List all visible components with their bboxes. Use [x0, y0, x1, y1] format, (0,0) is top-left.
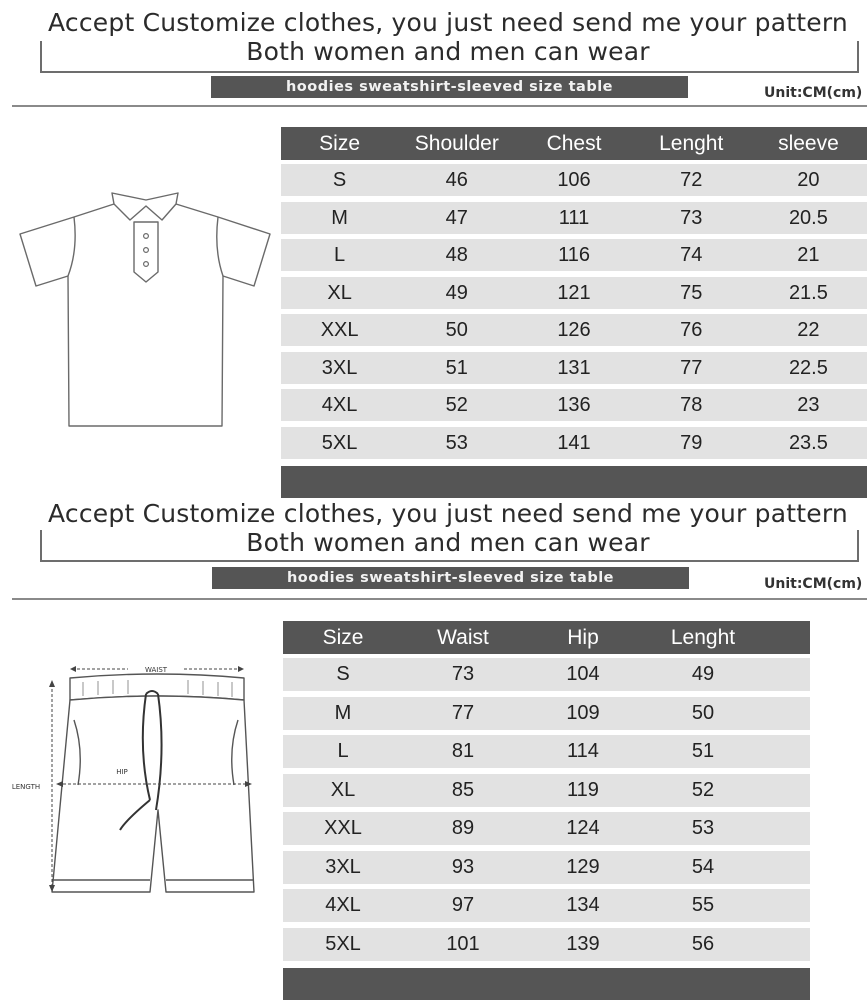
table-row [283, 889, 810, 922]
table-row [281, 427, 867, 459]
table-row [283, 812, 810, 845]
table-cell: 124 [566, 817, 600, 839]
headline-line-2: Both women and men can wear [246, 37, 650, 66]
table-cell: 50 [691, 701, 715, 724]
table-cell: M [331, 206, 348, 229]
table-row [281, 314, 867, 346]
table-header [281, 127, 867, 160]
size-table-banner: hoodies sweatshirt-sleeved size table [211, 76, 688, 98]
table-cell: M [334, 701, 352, 724]
table-cell: 48 [445, 244, 468, 266]
table-cell: S [336, 663, 350, 685]
table-row [283, 928, 810, 961]
table-cell: 77 [451, 701, 475, 724]
table-cell: 20.5 [788, 206, 828, 229]
length-label: LENGTH [11, 783, 41, 791]
table-cell: 23 [797, 394, 820, 416]
table-row [283, 697, 810, 730]
table-cell: 101 [446, 932, 480, 955]
headline-line-2: Both women and men can wear [246, 528, 650, 557]
table-row [281, 389, 867, 421]
table-cell: 114 [567, 740, 599, 762]
section-divider [12, 105, 867, 107]
table-cell: XXL [320, 319, 359, 341]
table-cell: 46 [445, 169, 468, 191]
table-cell: S [332, 169, 347, 191]
table-cell: 21.5 [788, 281, 828, 304]
table-cell: 93 [451, 855, 475, 878]
section-divider [12, 598, 867, 600]
table-cell: 126 [557, 319, 591, 341]
table-cell: 22.5 [788, 356, 828, 379]
table-cell: L [337, 740, 349, 762]
table-cell: 20 [797, 169, 820, 191]
table-cell: 85 [451, 778, 475, 801]
table-cell: 4XL [325, 894, 361, 916]
table-cell: 54 [691, 855, 715, 878]
table-cell: 89 [451, 817, 475, 839]
table-row [283, 658, 810, 691]
table-cell: XXL [324, 817, 362, 839]
table-cell: 119 [567, 778, 599, 801]
hip-label: HIP [116, 768, 128, 776]
table-cell: 4XL [321, 394, 358, 416]
table-header [283, 621, 810, 654]
table-cell: 139 [566, 932, 600, 955]
unit-label: Unit:CM(cm) [764, 576, 863, 592]
unit-label: Unit:CM(cm) [764, 85, 863, 101]
table-cell: XL [330, 778, 356, 801]
table-row [281, 277, 867, 309]
table-cell: 111 [558, 206, 590, 229]
table-cell: 47 [445, 206, 468, 229]
table-cell: 121 [557, 281, 591, 304]
table-cell: 51 [445, 356, 468, 379]
table-cell: 5XL [321, 431, 358, 454]
table-cell: 55 [691, 894, 715, 916]
table-row [283, 774, 810, 807]
column-header: Lenght [670, 626, 736, 649]
table-cell: 81 [451, 740, 475, 762]
column-header: Shoulder [414, 132, 499, 155]
table-cell: 109 [566, 701, 600, 724]
table-cell: 73 [680, 206, 703, 229]
column-header: Waist [437, 626, 489, 649]
table-cell: 141 [557, 431, 591, 454]
headline-line-1: Accept Customize clothes, you just need send me your pattern [48, 8, 848, 37]
table-cell: 116 [558, 244, 590, 266]
table-cell: 97 [451, 894, 475, 916]
table-cell: XL [327, 281, 352, 304]
column-header: Hip [567, 626, 599, 649]
table-cell: 76 [680, 319, 703, 341]
table-row [281, 352, 867, 384]
table-cell: 74 [680, 244, 703, 266]
table-cell: 79 [680, 431, 703, 454]
table-cell: 134 [566, 894, 600, 916]
table-cell: 49 [691, 663, 715, 685]
table-row [281, 164, 867, 196]
table-cell: 22 [797, 319, 820, 341]
table-cell: 77 [680, 356, 703, 379]
table-cell: 23.5 [788, 431, 828, 454]
table-cell: 3XL [325, 855, 361, 878]
table-cell: 21 [797, 244, 820, 266]
table-cell: 5XL [325, 932, 361, 955]
table-cell: 3XL [321, 356, 358, 379]
column-header: Size [322, 626, 364, 649]
headline-line-1: Accept Customize clothes, you just need send me your pattern [48, 499, 848, 528]
table-cell: 129 [566, 855, 600, 878]
shorts-icon [8, 660, 270, 910]
column-header: sleeve [778, 132, 839, 155]
polo-shirt-icon [12, 190, 274, 430]
table-footer-bar [283, 968, 810, 1000]
table-cell: 104 [566, 663, 600, 685]
headline-bracket [40, 530, 859, 562]
waist-label: WAIST [144, 666, 168, 674]
table-cell: 72 [680, 169, 703, 191]
table-cell: 53 [445, 431, 468, 454]
table-cell: 56 [691, 932, 715, 955]
table-cell: 106 [557, 169, 591, 191]
headline-bracket [40, 41, 859, 73]
table-row [281, 239, 867, 271]
table-cell: 49 [445, 281, 468, 304]
table-cell: 52 [691, 778, 715, 801]
table-cell: L [334, 244, 346, 266]
table-cell: 136 [557, 394, 591, 416]
table-row [283, 851, 810, 884]
table-cell: 53 [691, 817, 715, 839]
table-row [281, 202, 867, 234]
table-cell: 131 [557, 356, 591, 379]
table-cell: 75 [680, 281, 703, 304]
table-row [283, 735, 810, 768]
table-cell: 78 [680, 394, 703, 416]
table-cell: 50 [445, 319, 468, 341]
size-table-banner: hoodies sweatshirt-sleeved size table [212, 567, 689, 589]
table-cell: 51 [691, 740, 715, 762]
column-header: Chest [546, 132, 602, 155]
column-header: Size [319, 132, 361, 155]
column-header: Lenght [659, 132, 724, 155]
table-footer-bar [281, 466, 867, 498]
table-cell: 73 [451, 663, 475, 685]
table-cell: 52 [445, 394, 468, 416]
